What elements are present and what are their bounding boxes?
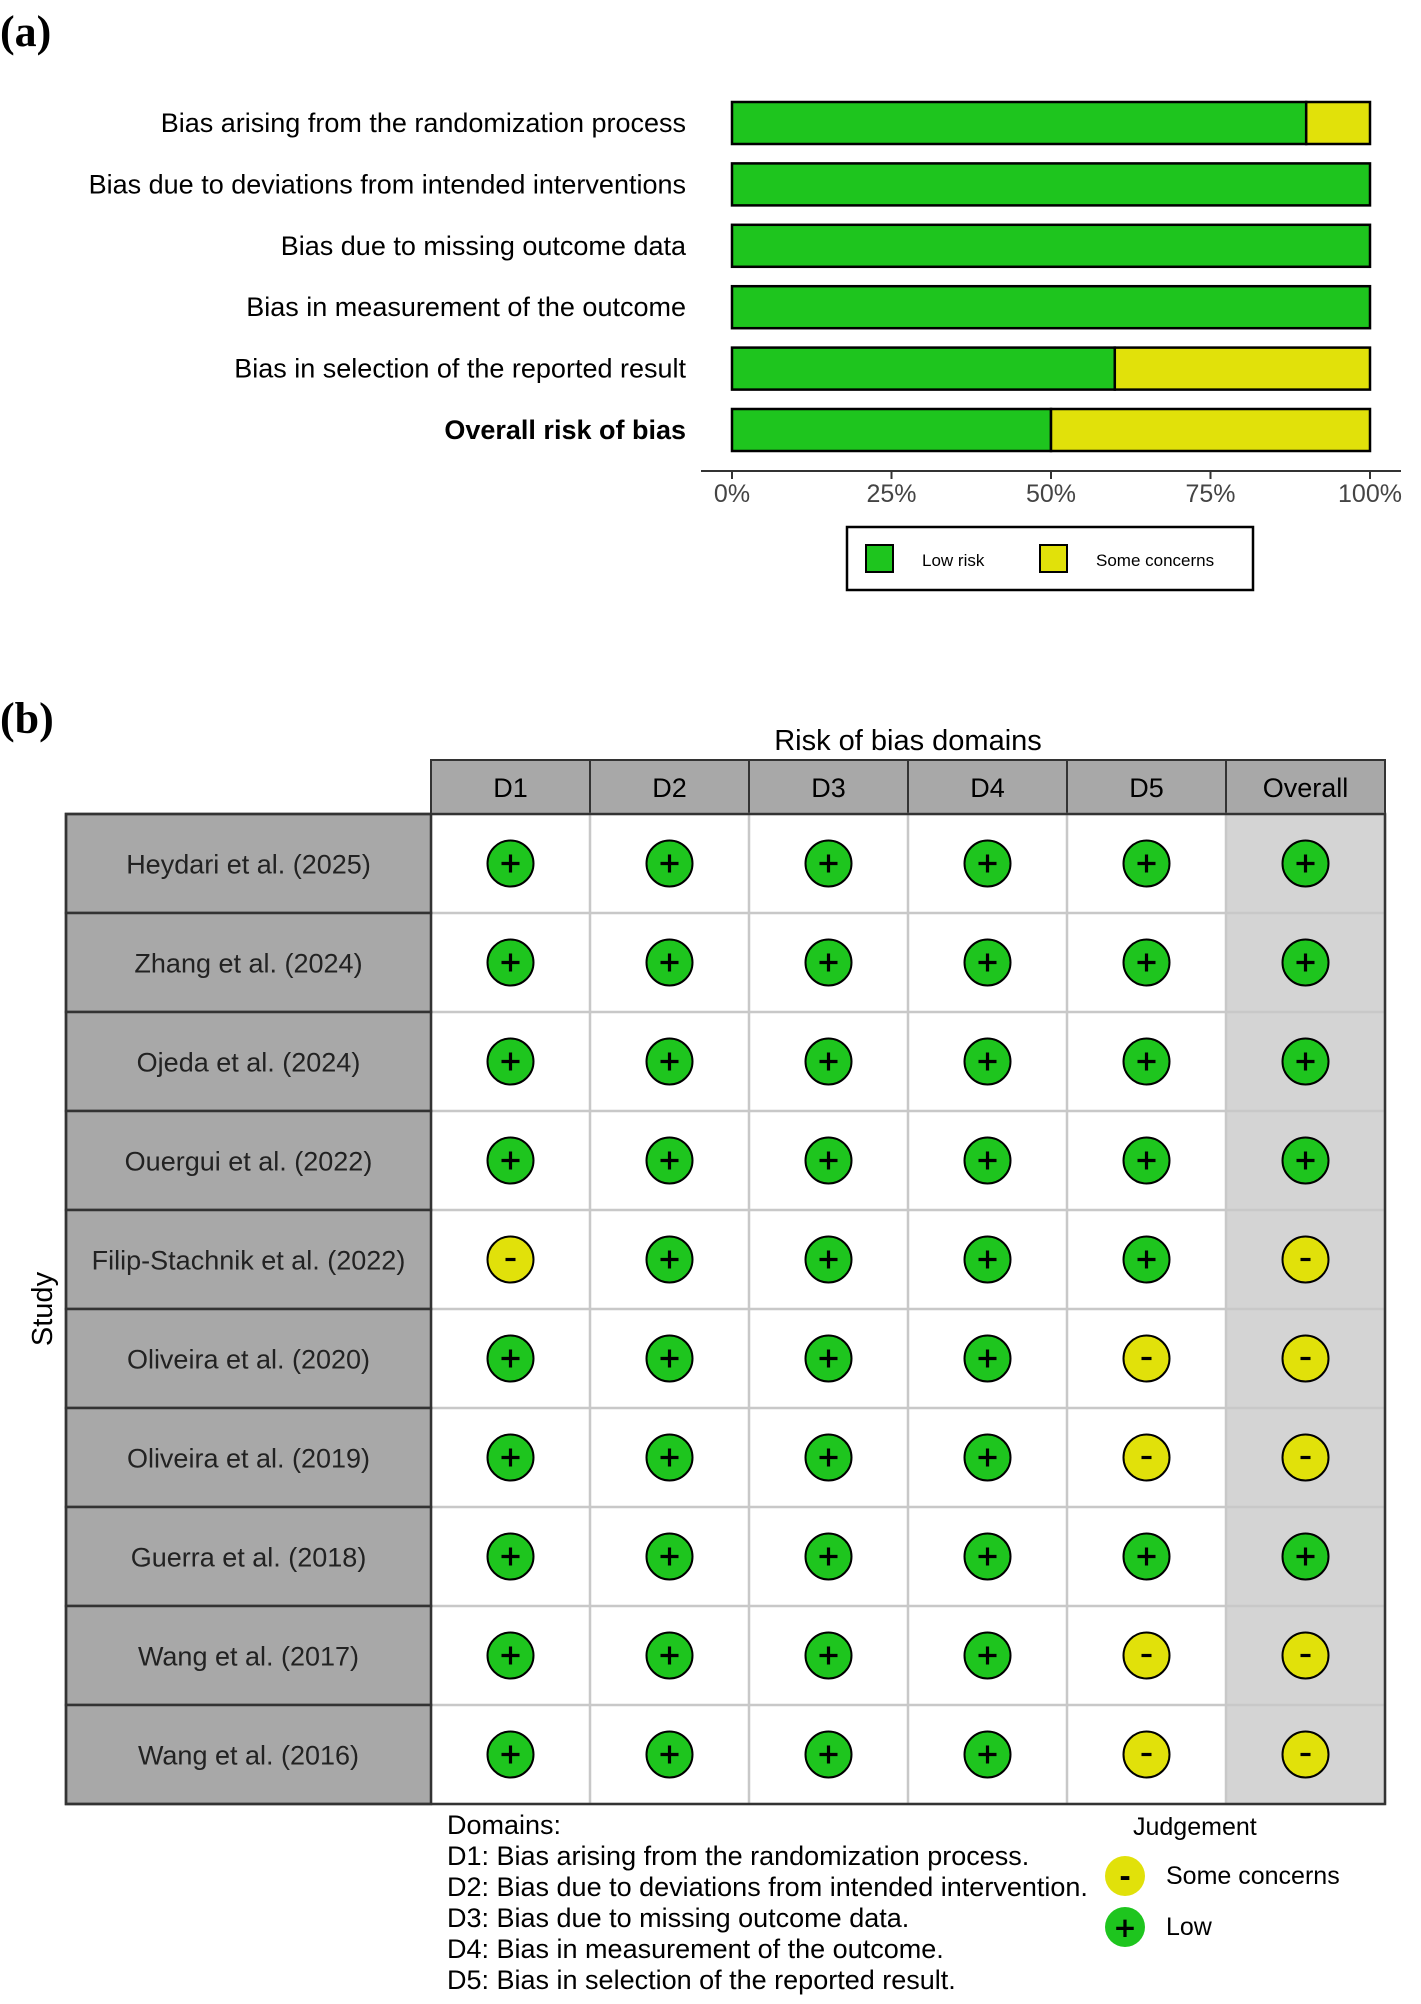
judgement-legend-label: Some concerns bbox=[1166, 1861, 1340, 1890]
study-label: Ojeda et al. (2024) bbox=[136, 1047, 361, 1078]
low-risk-icon bbox=[965, 1732, 1011, 1778]
judgement-legend-item-some-concerns bbox=[1105, 1856, 1340, 1896]
bar-segment-some-concerns bbox=[1051, 409, 1370, 451]
column-header-label: Overall bbox=[1262, 773, 1349, 803]
low-risk-icon bbox=[806, 1534, 852, 1580]
x-tick-label: 75% bbox=[1185, 480, 1236, 508]
panel-b-label: (b) bbox=[0, 694, 54, 743]
bar-segment-low-risk bbox=[732, 409, 1051, 451]
low-risk-icon bbox=[647, 940, 693, 986]
study-label: Oliveira et al. (2020) bbox=[126, 1344, 371, 1375]
y-axis-label: Study bbox=[27, 1271, 59, 1347]
study-label: Zhang et al. (2024) bbox=[134, 948, 363, 979]
column-header-label: D2 bbox=[652, 773, 687, 803]
low-risk-icon bbox=[647, 1534, 693, 1580]
bar-category-label: Bias due to missing outcome data bbox=[280, 230, 686, 261]
low-risk-icon bbox=[806, 1039, 852, 1085]
low-risk-icon bbox=[647, 1732, 693, 1778]
low-risk-icon bbox=[488, 841, 534, 887]
bar-category-label: Bias due to deviations from intended interventions bbox=[88, 169, 686, 200]
study-label: Oliveira et al. (2019) bbox=[126, 1443, 371, 1474]
x-tick-label: 50% bbox=[1025, 480, 1077, 508]
bar-segment-some-concerns bbox=[1306, 102, 1370, 144]
domains-legend-item: D2: Bias due to deviations from intended intervention. bbox=[447, 1872, 1088, 1902]
judgement-legend-title: Judgement bbox=[1133, 1813, 1257, 1841]
low-risk-icon bbox=[965, 841, 1011, 887]
low-risk-icon bbox=[806, 1336, 852, 1382]
judgement-legend-label: Low bbox=[1166, 1912, 1212, 1941]
legend-label: Low risk bbox=[922, 551, 985, 570]
bar-segment-some-concerns bbox=[1115, 348, 1370, 390]
study-label: Wang et al. (2016) bbox=[137, 1740, 360, 1771]
low-risk-icon bbox=[965, 1138, 1011, 1184]
low-risk-icon bbox=[965, 1336, 1011, 1382]
domains-legend-item: D4: Bias in measurement of the outcome. bbox=[447, 1934, 944, 1964]
some-concerns-icon: - bbox=[1105, 1856, 1145, 1896]
some-concerns-icon bbox=[1283, 1336, 1329, 1382]
low-risk-icon bbox=[806, 1138, 852, 1184]
low-risk-icon bbox=[1124, 1138, 1170, 1184]
study-label: Heydari et al. (2025) bbox=[126, 849, 371, 880]
bar-segment-low-risk bbox=[732, 286, 1370, 328]
x-tick-label: 100% bbox=[1338, 480, 1402, 508]
low-risk-icon bbox=[1124, 1039, 1170, 1085]
low-risk-icon bbox=[647, 1237, 693, 1283]
column-header-label: D5 bbox=[1129, 773, 1164, 803]
low-risk-icon bbox=[647, 1633, 693, 1679]
some-concerns-icon bbox=[1124, 1732, 1170, 1778]
study-label: Guerra et al. (2018) bbox=[130, 1542, 367, 1573]
low-risk-icon: + bbox=[1105, 1907, 1145, 1947]
some-concerns-icon bbox=[488, 1237, 534, 1283]
some-concerns-icon bbox=[1283, 1633, 1329, 1679]
column-header-label: D1 bbox=[493, 773, 528, 803]
bar-segment-low-risk bbox=[732, 348, 1115, 390]
low-risk-icon bbox=[1283, 1039, 1329, 1085]
legend-swatch bbox=[866, 545, 893, 572]
low-risk-icon bbox=[965, 1633, 1011, 1679]
some-concerns-icon bbox=[1283, 1237, 1329, 1283]
low-risk-icon bbox=[488, 1138, 534, 1184]
low-risk-icon bbox=[1124, 841, 1170, 887]
low-risk-icon bbox=[488, 1039, 534, 1085]
panel-a-label: (a) bbox=[0, 7, 52, 56]
bar-segment-low-risk bbox=[732, 225, 1370, 267]
low-risk-icon bbox=[488, 1732, 534, 1778]
study-label: Filip-Stachnik et al. (2022) bbox=[91, 1245, 406, 1276]
domains-legend-item: D5: Bias in selection of the reported result. bbox=[447, 1965, 956, 1995]
bar-category-label: Bias in selection of the reported result bbox=[234, 353, 686, 384]
x-tick-label: 25% bbox=[866, 480, 917, 508]
traffic-light-plot bbox=[0, 720, 1421, 1810]
some-concerns-icon bbox=[1124, 1336, 1170, 1382]
legend-label: Some concerns bbox=[1096, 551, 1215, 570]
low-risk-icon bbox=[1124, 1237, 1170, 1283]
low-risk-icon bbox=[1283, 1534, 1329, 1580]
low-risk-icon bbox=[647, 1039, 693, 1085]
bar-category-label: Overall risk of bias bbox=[444, 415, 686, 445]
low-risk-icon bbox=[806, 841, 852, 887]
low-risk-icon bbox=[965, 1039, 1011, 1085]
low-risk-icon bbox=[488, 1534, 534, 1580]
low-risk-icon bbox=[806, 940, 852, 986]
low-risk-icon bbox=[965, 940, 1011, 986]
low-risk-icon bbox=[965, 1435, 1011, 1481]
column-header-label: D3 bbox=[811, 773, 846, 803]
bar-segment-low-risk bbox=[732, 163, 1370, 205]
low-risk-icon bbox=[647, 1435, 693, 1481]
low-risk-icon bbox=[1283, 841, 1329, 887]
low-risk-icon bbox=[965, 1534, 1011, 1580]
legend-swatch bbox=[1040, 545, 1067, 572]
low-risk-icon bbox=[806, 1732, 852, 1778]
low-risk-icon bbox=[1283, 940, 1329, 986]
low-risk-icon bbox=[488, 1633, 534, 1679]
low-risk-icon bbox=[806, 1633, 852, 1679]
study-label: Ouergui et al. (2022) bbox=[124, 1146, 373, 1177]
domains-legend bbox=[447, 1810, 1088, 1996]
bar-category-label: Bias arising from the randomization process bbox=[160, 108, 686, 138]
low-risk-icon bbox=[647, 1138, 693, 1184]
some-concerns-icon bbox=[1283, 1732, 1329, 1778]
study-label: Wang et al. (2017) bbox=[137, 1641, 360, 1672]
some-concerns-icon bbox=[1124, 1435, 1170, 1481]
domains-title: Risk of bias domains bbox=[774, 725, 1042, 757]
low-risk-icon bbox=[647, 841, 693, 887]
domains-legend-item: D3: Bias due to missing outcome data. bbox=[447, 1903, 910, 1933]
domains-legend-item: D1: Bias arising from the randomization process. bbox=[447, 1841, 1030, 1871]
low-risk-icon bbox=[806, 1435, 852, 1481]
low-risk-icon bbox=[1283, 1138, 1329, 1184]
some-concerns-icon bbox=[1283, 1435, 1329, 1481]
low-risk-icon bbox=[647, 1336, 693, 1382]
summary-bar-chart bbox=[0, 60, 1421, 620]
low-risk-icon bbox=[806, 1237, 852, 1283]
low-risk-icon bbox=[488, 1435, 534, 1481]
some-concerns-icon bbox=[1124, 1633, 1170, 1679]
x-tick-label: 0% bbox=[713, 480, 751, 508]
low-risk-icon bbox=[1124, 940, 1170, 986]
column-header-label: D4 bbox=[970, 773, 1005, 803]
low-risk-icon bbox=[965, 1237, 1011, 1283]
bar-category-label: Bias in measurement of the outcome bbox=[246, 292, 686, 323]
judgement-legend bbox=[1105, 1812, 1405, 1982]
low-risk-icon bbox=[1124, 1534, 1170, 1580]
domains-legend-title: Domains: bbox=[447, 1810, 562, 1840]
low-risk-icon bbox=[488, 940, 534, 986]
judgement-legend-item-low bbox=[1105, 1907, 1212, 1947]
low-risk-icon bbox=[488, 1336, 534, 1382]
bar-segment-low-risk bbox=[732, 102, 1306, 144]
